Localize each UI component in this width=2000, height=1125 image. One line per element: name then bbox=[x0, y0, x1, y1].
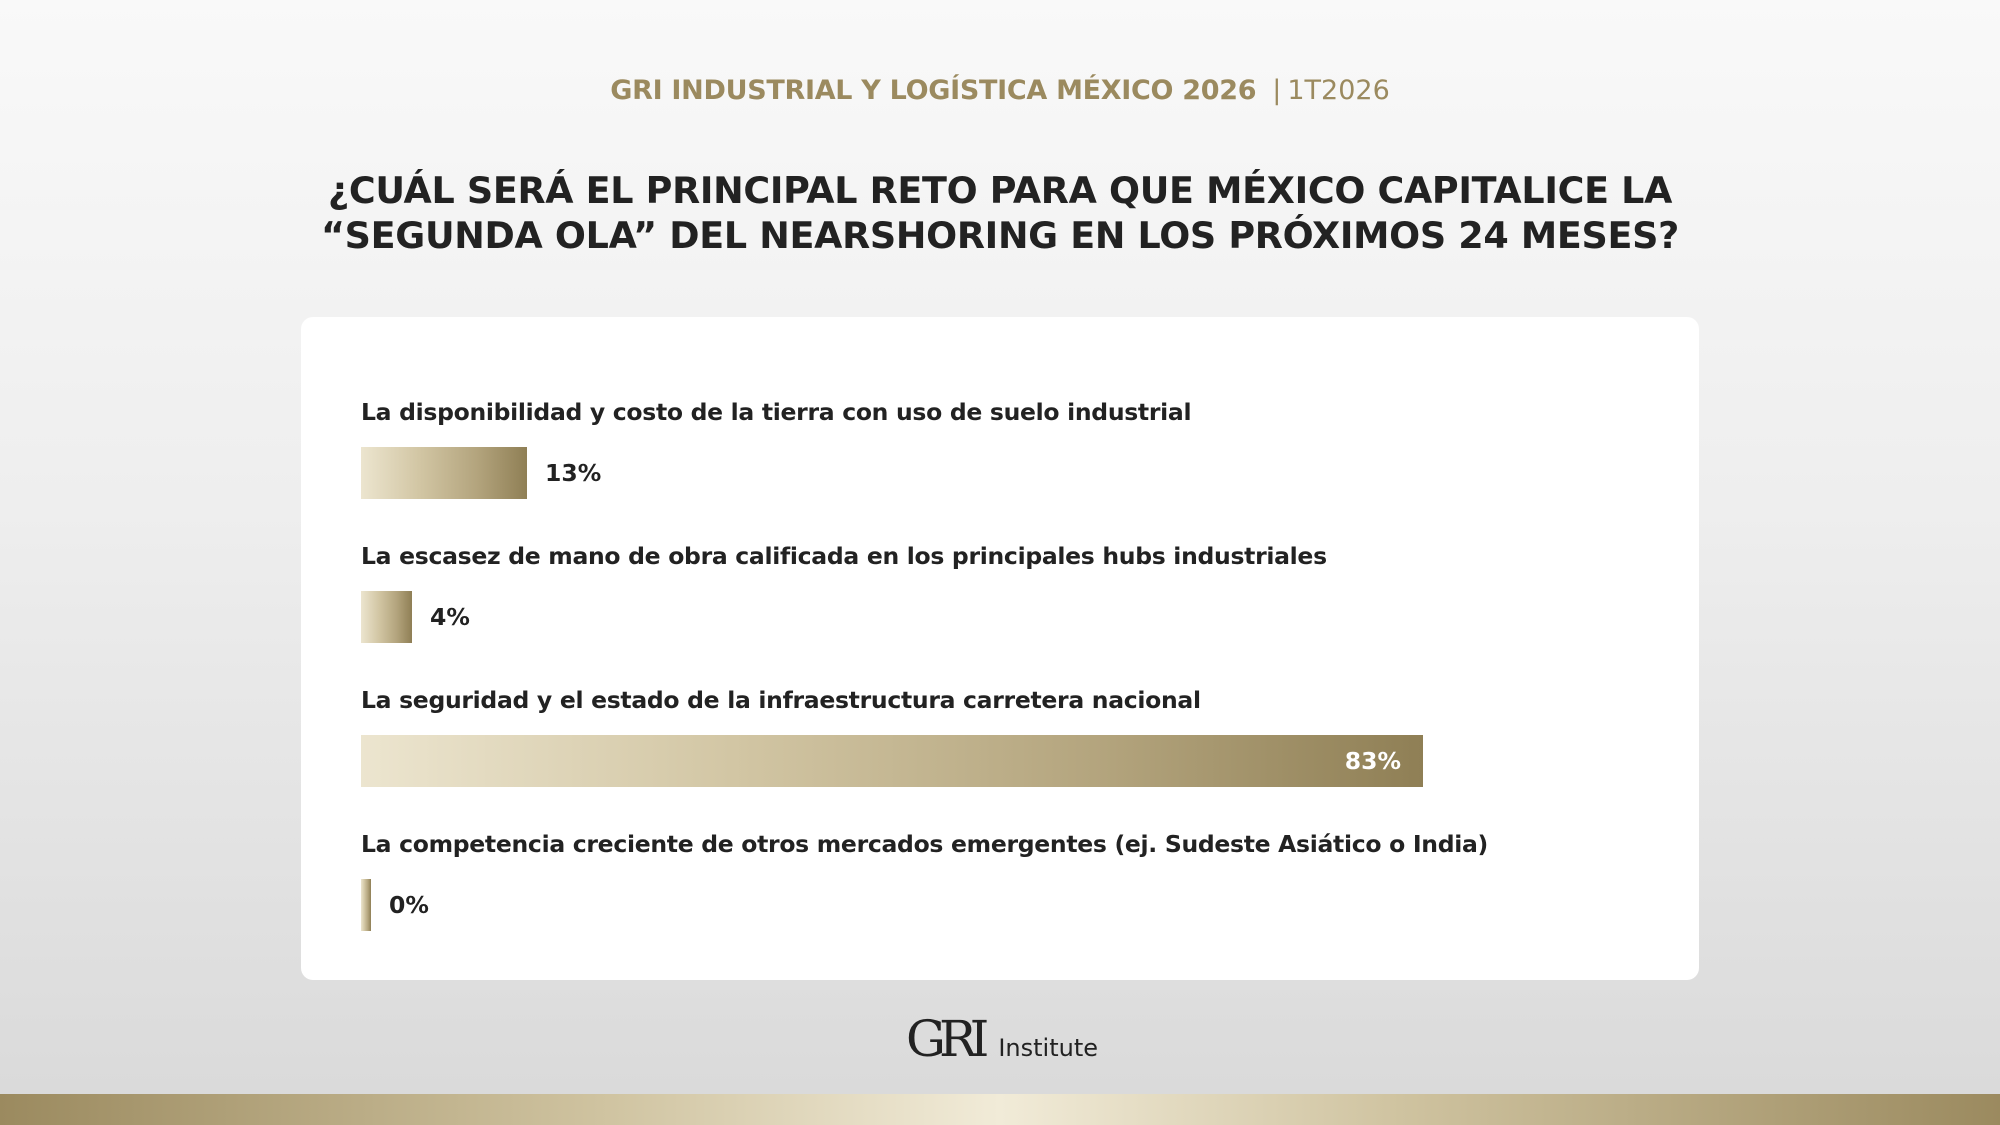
logo-subtitle: Institute bbox=[998, 1034, 1099, 1062]
bar-row bbox=[361, 735, 1651, 787]
response-label: La competencia creciente de otros mercados emergentes (ej. Sudeste Asiático o India) bbox=[361, 830, 1488, 858]
bar bbox=[361, 591, 412, 643]
response-label: La seguridad y el estado de la infraestructura carretera nacional bbox=[361, 686, 1201, 714]
response-item bbox=[361, 685, 1651, 787]
bar-row bbox=[361, 879, 1651, 931]
report-period: 1T2026 bbox=[1287, 74, 1390, 106]
bar-value-label: 13% bbox=[545, 459, 602, 487]
report-header bbox=[0, 70, 2000, 110]
response-label: La disponibilidad y costo de la tierra con uso de suelo industrial bbox=[361, 398, 1192, 426]
response-item bbox=[361, 829, 1651, 931]
bar bbox=[361, 447, 527, 499]
bar-row bbox=[361, 591, 1651, 643]
question-line-1: ¿CUÁL SERÁ EL PRINCIPAL RETO PARA QUE MÉXICO CAPITALICE LA bbox=[327, 169, 1673, 212]
response-label: La escasez de mano de obra calificada en los principales hubs industriales bbox=[361, 542, 1327, 570]
response-item bbox=[361, 541, 1651, 643]
results-card bbox=[301, 317, 1699, 980]
bar-value-label: 83% bbox=[1344, 747, 1401, 775]
footer-accent-bar bbox=[0, 1094, 2000, 1125]
header-separator: | bbox=[1272, 74, 1282, 106]
bar bbox=[361, 879, 371, 931]
bar-row bbox=[361, 447, 1651, 499]
event-title: GRI INDUSTRIAL Y LOGÍSTICA MÉXICO 2026 bbox=[610, 74, 1257, 106]
logo-mark: GRI bbox=[906, 1010, 983, 1068]
survey-question bbox=[250, 168, 1750, 258]
gri-institute-logo bbox=[906, 1010, 1099, 1068]
question-line-2: “SEGUNDA OLA” DEL NEARSHORING EN LOS PRÓXIMOS 24 MESES? bbox=[320, 214, 1680, 257]
bar-value-label: 4% bbox=[430, 603, 470, 631]
response-item bbox=[361, 397, 1651, 499]
bar-value-label: 0% bbox=[389, 891, 429, 919]
